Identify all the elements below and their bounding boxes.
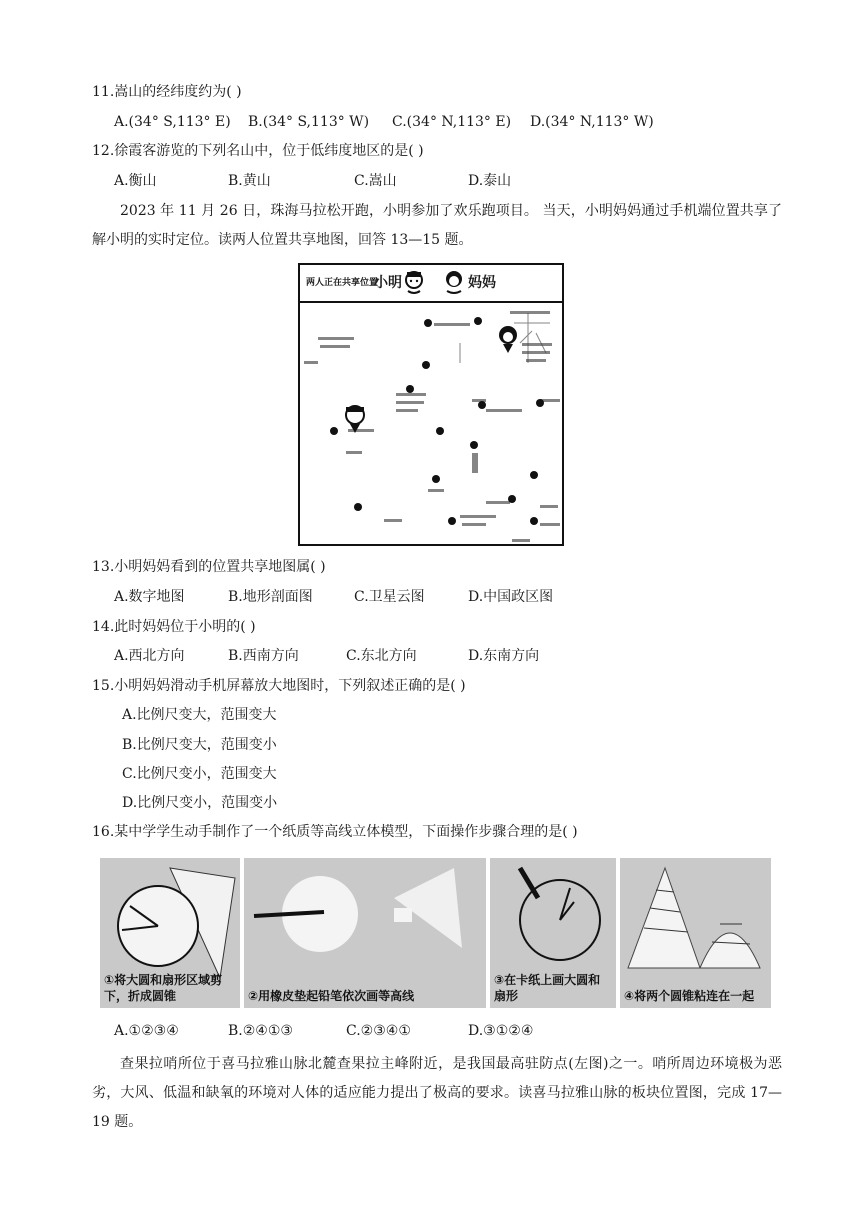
map-header	[300, 265, 562, 303]
intro-paragraph-13-15: 2023 年 11 月 26 日，珠海马拉松开跑，小明参加了欢乐跑项目。 当天，小明妈妈通过手机端位置共享了解小明的实时定位。读两人位置共享地图，回答 13—15 题。	[92, 203, 782, 248]
map-header-text: 两人正在共享位置	[306, 278, 379, 288]
photo-step-1	[100, 858, 240, 1008]
option-b: B.黄山	[228, 173, 271, 189]
photo-step-4-caption: ④将两个圆锥粘连在一起	[624, 989, 755, 1003]
map-label-xiaoming: 小明	[374, 275, 402, 291]
option-c: C.东北方向	[346, 648, 417, 664]
mom-location-marker	[499, 326, 517, 353]
intro-paragraph-17-19: 查果拉哨所位于喜马拉雅山脉北麓查果拉主峰附近，是我国最高驻防点(左图)之一。哨所周边环境极为恶劣，大风、低温和缺氧的环境对人体的适应能力提出了极高的要求。读喜马拉雅山脉的板块位置图，完成 17—19 题。	[92, 1056, 782, 1130]
option-d: D.③①②④	[468, 1023, 534, 1039]
option-d: D.东南方向	[468, 648, 540, 664]
map-label-mom: 妈妈	[468, 275, 496, 291]
question-11-options	[114, 112, 734, 132]
option-c: C.卫星云图	[354, 589, 425, 605]
option-a: A.(34° S,113° E)	[114, 114, 231, 130]
question-14-stem: 14.此时妈妈位于小明的( )	[92, 619, 256, 635]
photo-step-3	[490, 858, 616, 1008]
option-c: C.(34° N,113° E)	[392, 114, 512, 130]
question-13-options	[114, 587, 714, 607]
option-d: D.(34° N,113° W)	[530, 114, 654, 130]
question-12-options	[114, 171, 714, 191]
question-15-stem: 15.小明妈妈滑动手机屏幕放大地图时，下列叙述正确的是( )	[92, 678, 466, 694]
option-a: A.西北方向	[114, 648, 185, 664]
option-a: A.①②③④	[114, 1023, 179, 1039]
location-sharing-map	[298, 263, 564, 546]
question-13-stem: 13.小明妈妈看到的位置共享地图属( )	[92, 559, 326, 575]
option-a: A.数字地图	[114, 589, 185, 605]
question-16-options	[114, 1021, 714, 1041]
option-d: D.泰山	[468, 173, 512, 189]
question-11-stem: 11.嵩山的经纬度约为( )	[92, 84, 242, 100]
option-c: C.比例尺变小，范围变大	[122, 766, 277, 782]
photo-step-3-caption: ③在卡纸上画大圆和扇形	[494, 973, 601, 1003]
option-c: C.②③④①	[346, 1023, 411, 1039]
option-b: B.②④①③	[228, 1023, 293, 1039]
question-12-stem: 12.徐霞客游览的下列名山中，位于低纬度地区的是( )	[92, 143, 424, 159]
question-14-options	[114, 646, 714, 666]
option-d: D.中国政区图	[468, 589, 554, 605]
photo-step-2	[244, 858, 486, 1008]
option-a: A.衡山	[114, 173, 157, 189]
option-b: B.地形剖面图	[228, 589, 313, 605]
option-c: C.嵩山	[354, 173, 397, 189]
photo-step-1-caption: ①将大圆和扇形区域剪下，折成圆锥	[104, 973, 223, 1003]
photo-step-4	[620, 858, 771, 1008]
mom-avatar-icon	[444, 269, 464, 295]
option-d: D.比例尺变小，范围变小	[122, 795, 278, 811]
photo-step-2-caption: ②用橡皮垫起铅笔依次画等高线	[248, 989, 415, 1003]
xiaoming-avatar-icon	[404, 269, 424, 295]
map-body	[300, 303, 562, 544]
option-b: B.比例尺变大，范围变小	[122, 737, 277, 753]
option-b: B.(34° S,113° W)	[248, 114, 370, 130]
option-a: A.比例尺变大，范围变大	[122, 707, 277, 723]
model-steps-photos	[100, 858, 771, 1008]
question-16-stem: 16.某中学学生动手制作了一个纸质等高线立体模型，下面操作步骤合理的是( )	[92, 824, 578, 840]
option-b: B.西南方向	[228, 648, 299, 664]
xiaoming-location-marker	[346, 406, 364, 433]
